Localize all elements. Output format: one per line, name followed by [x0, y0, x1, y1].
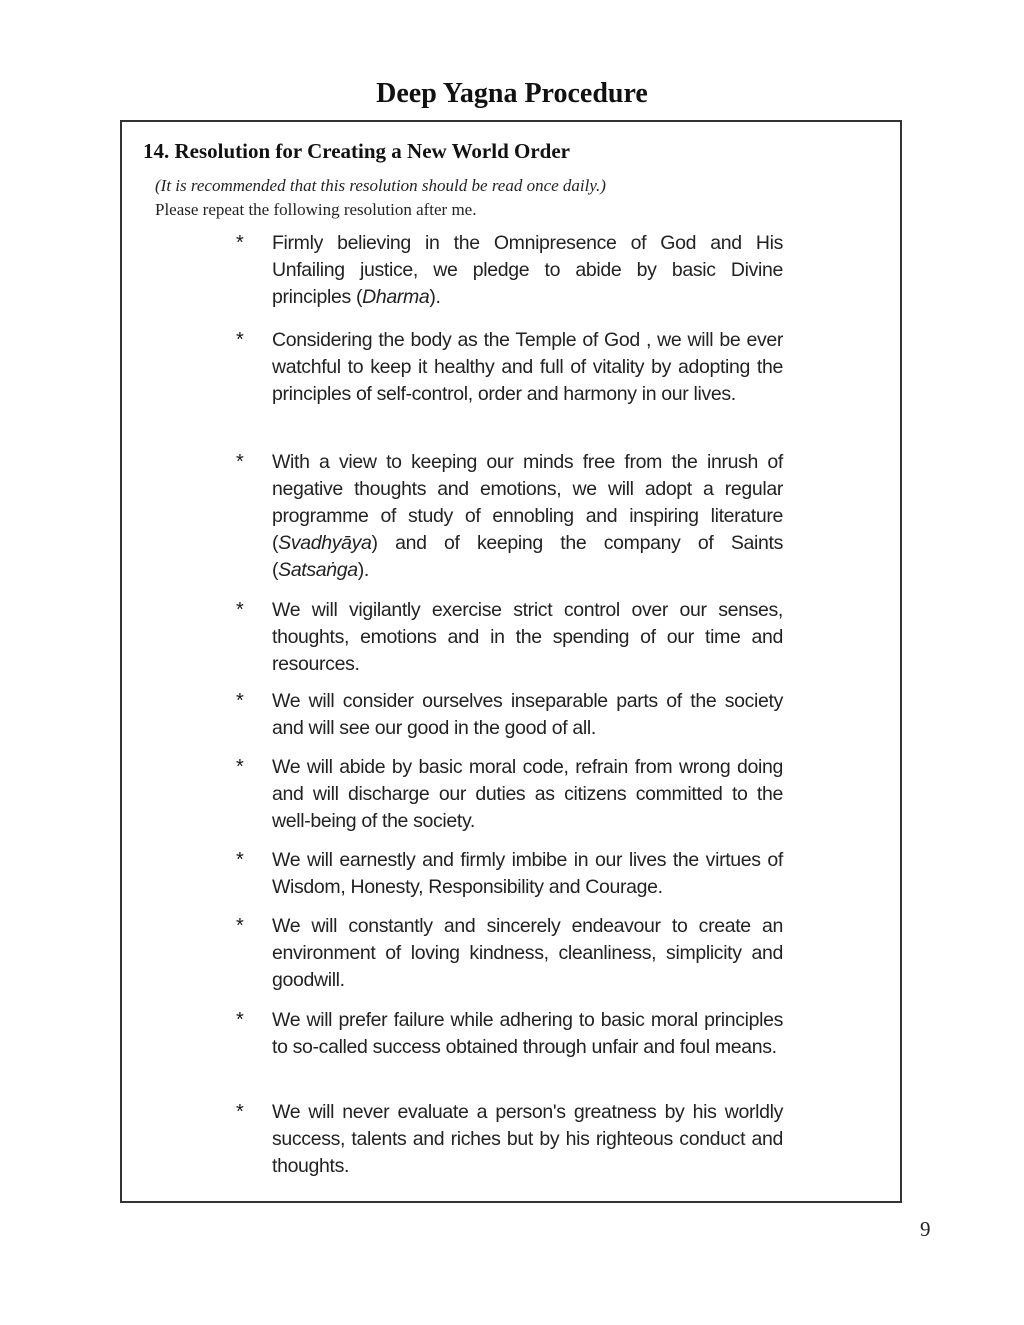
bullet-symbol: * — [236, 756, 244, 778]
section-instruction: Please repeat the following resolution after me. — [155, 200, 477, 219]
list-item-text: Considering the body as the Temple of God , we will be ever watchful to keep it healthy and full of vitality by adopting the principles of self-control, order and harmony in our lives. — [272, 329, 783, 405]
page-title: Deep Yagna Procedure — [376, 78, 648, 109]
bullet-symbol: * — [236, 849, 244, 871]
list-item-text: We will abide by basic moral code, refrain from wrong doing and will discharge our duties as citizens committed to the well-being of the society. — [272, 756, 783, 832]
bullet-symbol: * — [236, 599, 244, 621]
list-item-text: We will earnestly and firmly imbibe in our lives the virtues of Wisdom, Honesty, Responsibility and Courage. — [272, 849, 783, 898]
list-item-text: We will prefer failure while adhering to basic moral principles to so-called success obtained through unfair and foul means. — [272, 1009, 783, 1058]
bullet-symbol: * — [236, 1101, 244, 1123]
page-number: 9 — [920, 1217, 931, 1241]
list-item-text: We will constantly and sincerely endeavour to create an environment of loving kindness, cleanliness, simplicity and goodwill. — [272, 915, 783, 991]
section-heading: 14. Resolution for Creating a New World Order — [143, 139, 570, 163]
bullet-symbol: * — [236, 1009, 244, 1031]
bullet-symbol: * — [236, 451, 244, 473]
bullet-symbol: * — [236, 329, 244, 351]
list-item-text: We will vigilantly exercise strict control over our senses, thoughts, emotions and in the spending of our time and resources. — [272, 599, 783, 675]
bullet-symbol: * — [236, 690, 244, 712]
list-item-text: With a view to keeping our minds free from the inrush of negative thoughts and emotions, we will adopt a regular programme of study of ennobling and inspiring literature (Svadhyāya) and of keeping the company of Saints (Satsaṅga). — [272, 451, 783, 581]
list-item-text: We will consider ourselves inseparable parts of the society and will see our good in the good of all. — [272, 690, 783, 739]
bullet-symbol: * — [236, 915, 244, 937]
list-item-text: We will never evaluate a person's greatness by his worldly success, talents and riches but by his righteous conduct and thoughts. — [272, 1101, 783, 1177]
list-item-text: Firmly believing in the Omnipresence of God and His Unfailing justice, we pledge to abide by basic Divine principles (Dharma). — [272, 232, 783, 308]
section-note: (It is recommended that this resolution should be read once daily.) — [155, 176, 606, 195]
bullet-symbol: * — [236, 232, 244, 254]
